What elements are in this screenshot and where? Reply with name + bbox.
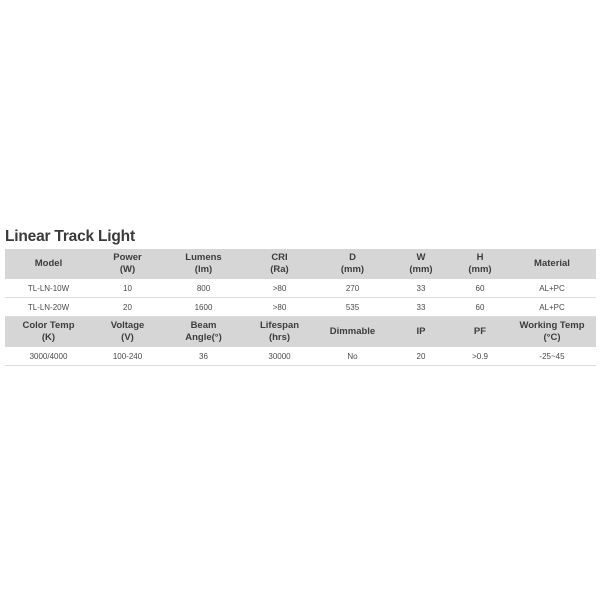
- cell-cri: >80: [244, 279, 315, 298]
- cell-w: 33: [390, 298, 452, 317]
- header-working-temp: Working Temp (°C): [508, 317, 596, 348]
- cell-lumens: 1600: [163, 298, 244, 317]
- cell-model: TL-LN-20W: [5, 298, 92, 317]
- cell-power: 20: [92, 298, 163, 317]
- spec-sheet: [5, 228, 596, 366]
- header-material: Material: [508, 249, 596, 279]
- header-d: D (mm): [315, 249, 390, 279]
- header-cri: CRI (Ra): [244, 249, 315, 279]
- header-voltage: Voltage (V): [92, 317, 163, 348]
- header-row-2: [5, 317, 596, 348]
- product-title: Linear Track Light: [5, 228, 135, 245]
- header-lifespan: Lifespan (hrs): [244, 317, 315, 348]
- cell-lumens: 800: [163, 279, 244, 298]
- cell-working-temp: -25~45: [508, 347, 596, 366]
- cell-lifespan: 30000: [244, 347, 315, 366]
- cell-material: AL+PC: [508, 298, 596, 317]
- spec-table: [5, 249, 596, 366]
- header-row-1: [5, 249, 596, 279]
- cell-cri: >80: [244, 298, 315, 317]
- header-power: Power (W): [92, 249, 163, 279]
- header-dimmable: Dimmable: [315, 317, 390, 348]
- table-row: [5, 347, 596, 366]
- header-color-temp: Color Temp (K): [5, 317, 92, 348]
- cell-w: 33: [390, 279, 452, 298]
- cell-model: TL-LN-10W: [5, 279, 92, 298]
- header-model: Model: [5, 249, 92, 279]
- cell-color-temp: 3000/4000: [5, 347, 92, 366]
- cell-pf: >0.9: [452, 347, 508, 366]
- cell-material: AL+PC: [508, 279, 596, 298]
- cell-d: 535: [315, 298, 390, 317]
- cell-power: 10: [92, 279, 163, 298]
- header-ip: IP: [390, 317, 452, 348]
- cell-voltage: 100-240: [92, 347, 163, 366]
- header-w: W (mm): [390, 249, 452, 279]
- cell-dimmable: No: [315, 347, 390, 366]
- cell-h: 60: [452, 279, 508, 298]
- table-row: [5, 279, 596, 298]
- header-lumens: Lumens (lm): [163, 249, 244, 279]
- header-h: H (mm): [452, 249, 508, 279]
- cell-beam-angle: 36: [163, 347, 244, 366]
- cell-ip: 20: [390, 347, 452, 366]
- cell-h: 60: [452, 298, 508, 317]
- cell-d: 270: [315, 279, 390, 298]
- header-pf: PF: [452, 317, 508, 348]
- table-row: [5, 298, 596, 317]
- header-beam-angle: Beam Angle(°): [163, 317, 244, 348]
